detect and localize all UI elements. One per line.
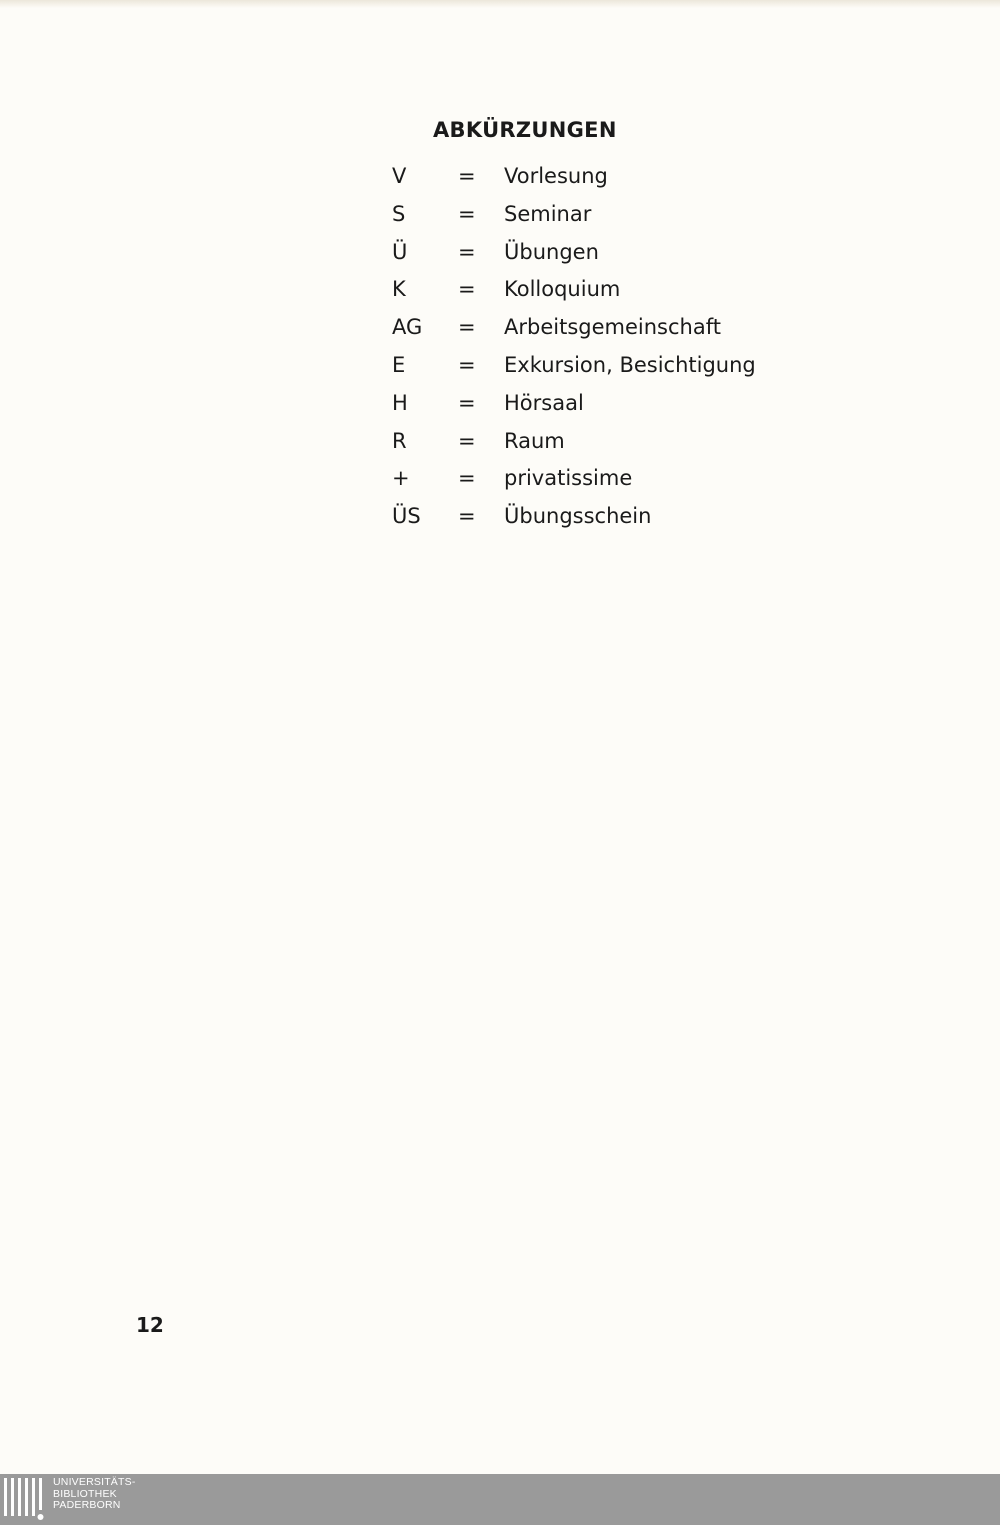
list-item xyxy=(392,425,812,463)
abbreviation-meaning: Exkursion, Besichtigung xyxy=(504,352,756,377)
abbreviation-key: AG xyxy=(392,315,423,340)
abbreviation-key: V xyxy=(392,164,407,188)
abbreviation-key: Ü xyxy=(392,239,408,264)
list-item xyxy=(392,273,812,311)
abbreviation-meaning: privatissime xyxy=(504,466,633,491)
list-item xyxy=(392,349,812,387)
equals-sign: = xyxy=(458,504,476,529)
equals-sign: = xyxy=(458,390,476,415)
library-name-line: BIBLIOTHEK xyxy=(53,1487,117,1500)
equals-sign: = xyxy=(458,277,476,302)
list-item xyxy=(392,160,812,198)
list-item xyxy=(392,311,812,349)
equals-sign: = xyxy=(458,428,476,453)
library-bars-logo-icon xyxy=(4,1478,48,1524)
equals-sign: = xyxy=(458,315,476,340)
library-name-line: PADERBORN xyxy=(53,1499,121,1511)
abbreviation-key: ÜS xyxy=(392,504,421,529)
list-item xyxy=(392,462,812,500)
abbreviation-meaning: Arbeitsgemeinschaft xyxy=(504,315,721,340)
abbreviation-meaning: Kolloquium xyxy=(504,277,621,302)
abbreviation-meaning: Seminar xyxy=(504,201,592,226)
library-name xyxy=(53,1477,136,1512)
abbreviation-list xyxy=(392,160,812,538)
equals-sign: = xyxy=(458,239,476,264)
abbreviation-meaning: Raum xyxy=(504,428,565,453)
abbreviation-meaning: Hörsaal xyxy=(504,390,584,415)
library-name-line: UNIVERSITÄTS- xyxy=(53,1476,136,1488)
equals-sign: = xyxy=(458,466,476,491)
equals-sign: = xyxy=(458,164,476,188)
equals-sign: = xyxy=(458,201,476,226)
list-item xyxy=(392,198,812,236)
page-top-edge xyxy=(0,0,1000,8)
abbreviation-key: E xyxy=(392,352,406,377)
abbreviation-key: K xyxy=(392,277,406,302)
page-number: 12 xyxy=(136,1313,164,1337)
abbreviation-meaning: Vorlesung xyxy=(504,164,608,188)
abbreviation-key: S xyxy=(392,201,406,226)
library-footer-bar xyxy=(0,1474,1000,1525)
abbreviation-key: + xyxy=(392,466,410,491)
list-item xyxy=(392,387,812,425)
abbreviation-meaning: Übungsschein xyxy=(504,504,652,529)
abbreviation-key: R xyxy=(392,428,407,453)
abbreviation-key: H xyxy=(392,390,408,415)
abbreviation-meaning: Übungen xyxy=(504,239,599,264)
list-item xyxy=(392,236,812,274)
equals-sign: = xyxy=(458,352,476,377)
list-item xyxy=(392,500,812,538)
page-title: ABKÜRZUNGEN xyxy=(433,118,617,142)
